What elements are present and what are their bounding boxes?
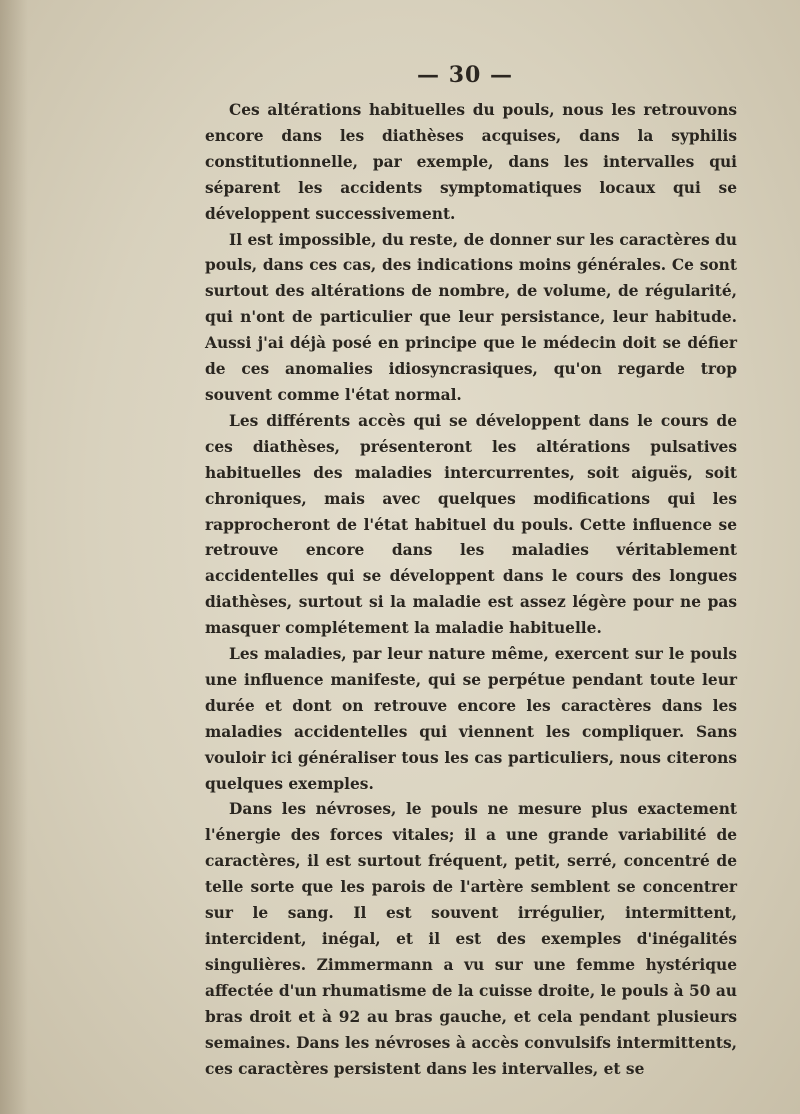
binding-shadow [0,0,28,1114]
paragraph-2: Il est impossible, du reste, de donner sur les caractères du pouls, dans ces cas, des indications moins générales. Ce sont surtout des altérations de nombre, de volume, de régularité, qui n'ont de particulier que leur persistance, leur habitude. Aussi j'ai déjà posé en principe que le médecin doit se défier de ces anomalies idiosyncrasiques, qu'on regarde trop souvent comme l'état normal. [205,230,737,404]
paragraph-4: Les maladies, par leur nature même, exercent sur le pouls une influence manifeste, qui se perpétue pendant toute leur durée et dont on retrouve encore les caractères dans les maladies accidentelles qui viennent les compliquer. Sans vouloir ici généraliser tous les cas particuliers, nous citerons quelques exemples. [205,645,737,793]
paragraph-5: Dans les névroses, le pouls ne mesure plus exactement l'énergie des forces vitales; il a une grande variabilité de caractères, il est surtout fréquent, petit, serré, concentré de telle sorte que les parois de l'artère semblent se concentrer sur le sang. Il est souvent irrégulier, intermittent, intercident, inégal, et il est des exemples d'inégalités singulières. Zimmermann a vu sur une femme hystérique affectée d'un rhumatisme de la cuisse droite, le pouls à 50 au bras droit et à 92 au bras gauche, et cela pendant plusieurs semaines. Dans les névroses à accès convulsifs intermittents, ces caractères persistent dans les intervalles, et se [205,800,737,1078]
body-text [205,98,737,1082]
page-number: — 30 — [417,62,513,88]
paragraph-3: Les différents accès qui se développent dans le cours de ces diathèses, présenteront les altérations pulsatives habituelles des maladies intercurrentes, soit aiguës, soit chroniques, mais avec quelques modifications qui les rapprocheront de l'état habituel du pouls. Cette influence se retrouve encore dans les maladies véritablement accidentelles qui se développent dans le cours des longues diathèses, surtout si la maladie est assez légère pour ne pas masquer complétement la maladie habituelle. [205,411,737,638]
paragraph-1: Ces altérations habituelles du pouls, nous les retrouvons encore dans les diathèses acquises, dans la syphilis constitutionnelle, par exemple, dans les intervalles qui séparent les accidents symptomatiques locaux qui se développent successivement. [205,101,737,223]
